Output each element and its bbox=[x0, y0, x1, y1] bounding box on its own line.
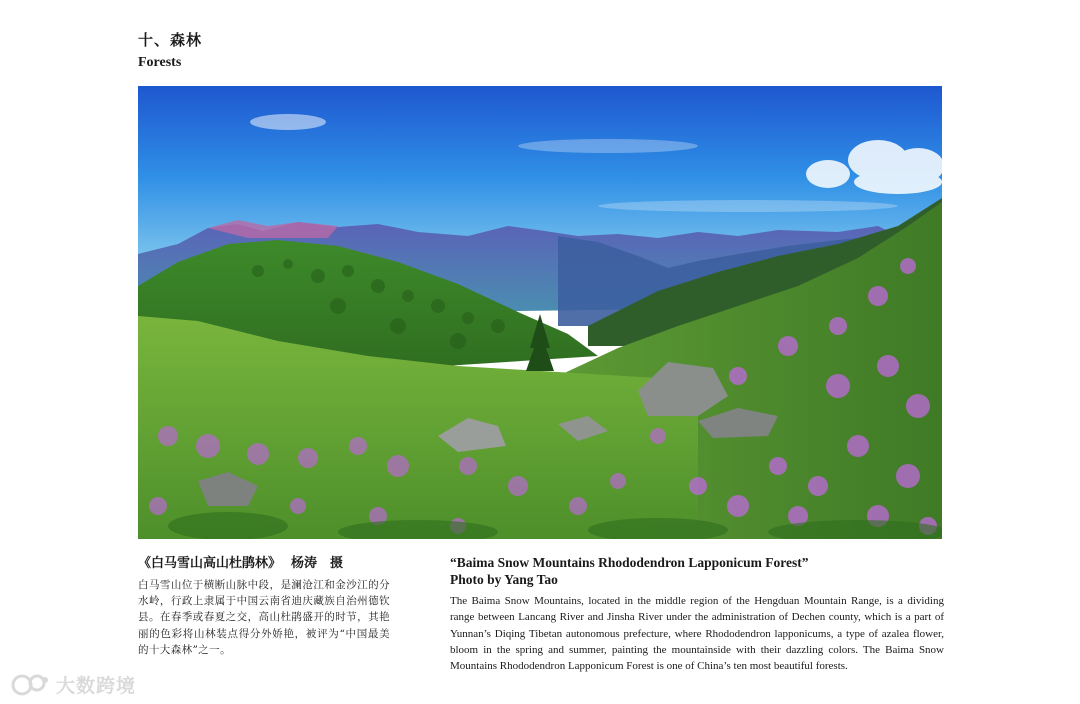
english-photo-title: “Baima Snow Mountains Rhododendron Lapponicum Forest” bbox=[450, 555, 809, 570]
watermark-text: 大数跨境 bbox=[56, 675, 137, 697]
chinese-caption-body: 白马雪山位于横断山脉中段，是澜沧江和金沙江的分水岭，行政上隶属于中国云南省迪庆藏族自治州德钦县。在春季或春夏之交，高山杜鹃盛开的时节，其艳丽的色彩将山林装点得分外娇艳，被评为“中国最美的十大森林”之一。 bbox=[138, 579, 390, 656]
brand-logo-icon bbox=[10, 672, 50, 698]
english-caption-body: The Baima Snow Mountains, located in the middle region of the Hengduan Mountain Range, is a dividing range between Lancang River and Jinsha River under the administration of Dechen county, which is a part of Yunnan’s Diqing Tibetan autonomous prefecture, where Rhododendron lapponicums, a type of azalea flower, bloom in the spring and summer, painting the mountainside with their dazzling colors. The Baima Snow Mountains Rhododendron Lapponicum Forest is one of China’s ten most beautiful forests. bbox=[450, 595, 944, 673]
chinese-photo-credit: 杨涛 摄 bbox=[291, 556, 344, 571]
chinese-caption bbox=[138, 552, 390, 658]
chinese-caption-title-line bbox=[138, 552, 390, 571]
section-heading-english: Forests bbox=[138, 55, 182, 70]
english-photo-credit: Photo by Yang Tao bbox=[450, 572, 558, 587]
chinese-photo-title: 《白马雪山高山杜鹃林》 bbox=[138, 556, 282, 571]
english-caption bbox=[450, 554, 944, 674]
section-heading-chinese: 十、森林 bbox=[138, 31, 203, 49]
landscape-photo bbox=[138, 86, 942, 539]
watermark bbox=[10, 671, 136, 698]
